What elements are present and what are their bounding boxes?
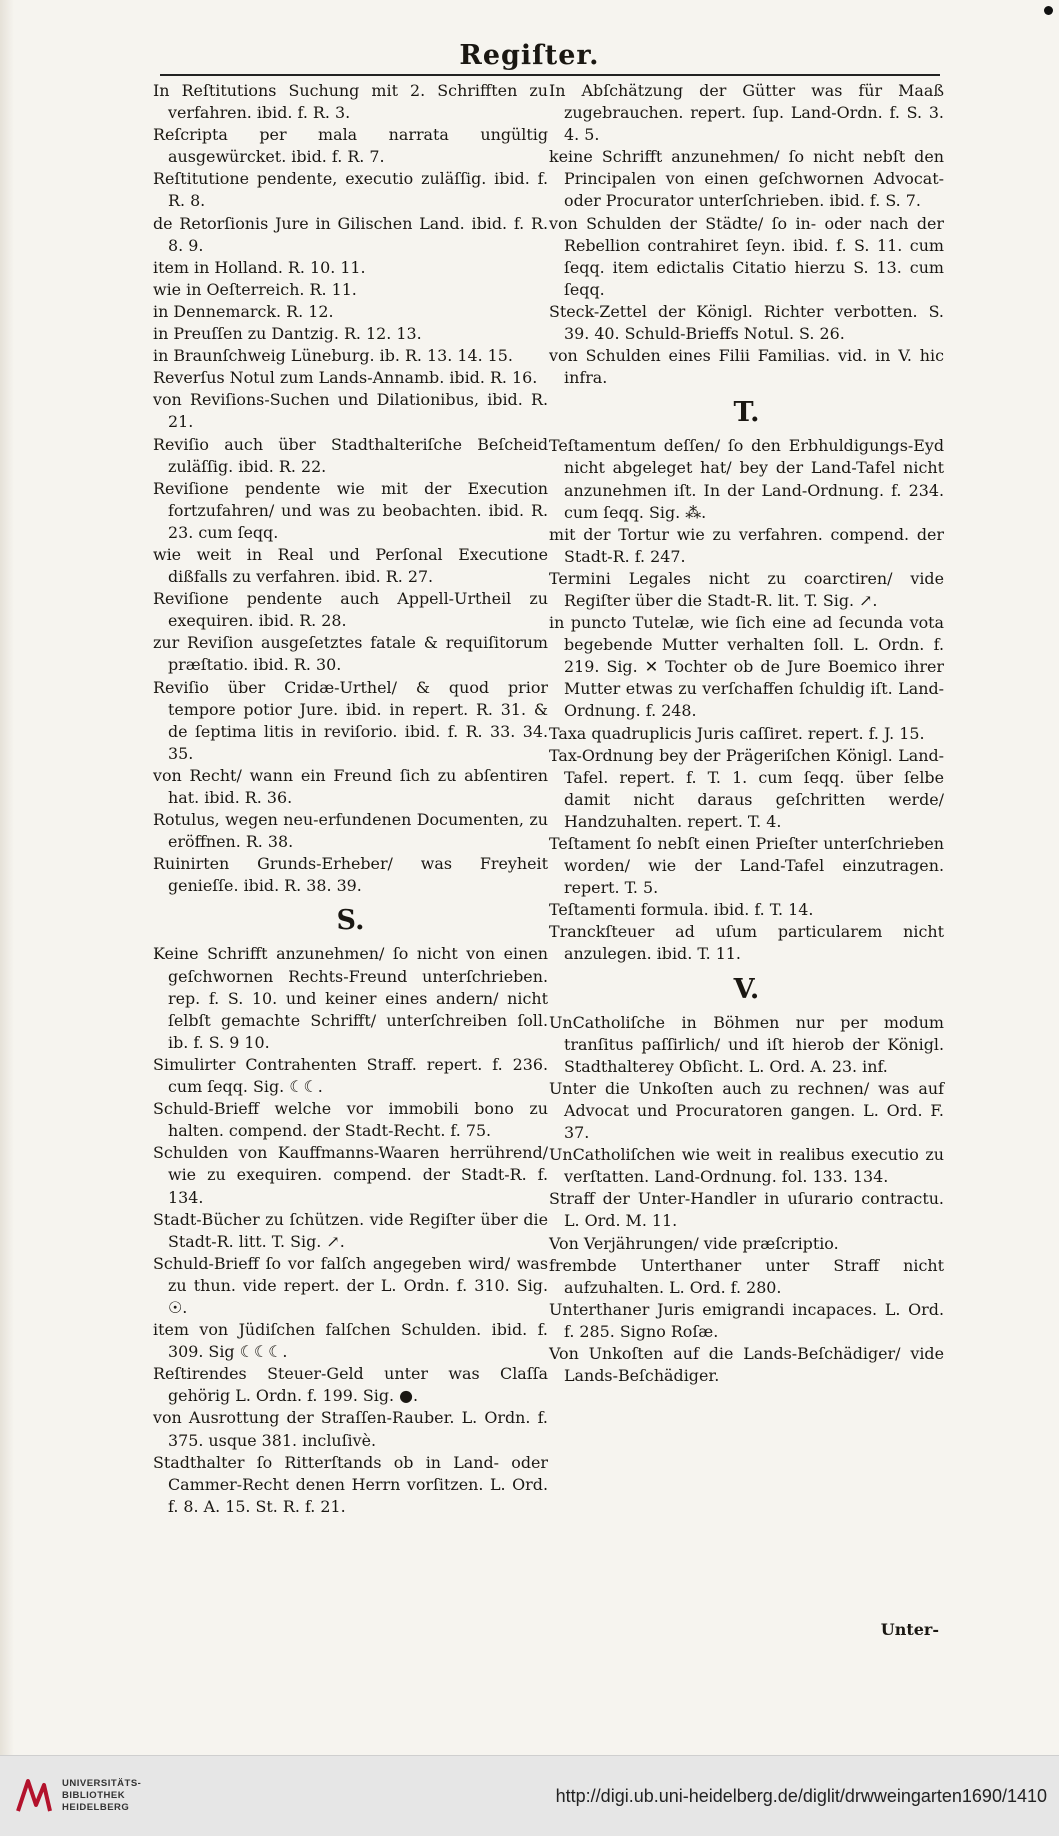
index-entry: Reviſione pendente auch Appell-Urtheil zu exequiren. ibid. R. 28. <box>153 589 548 631</box>
logo-line: HEIDELBERG <box>62 1802 130 1813</box>
index-entry: Reverſus Notul zum Lands-Annamb. ibid. R. 16. <box>153 368 538 388</box>
index-entry: von Schulden der Städte/ ſo in- oder nach der Rebellion contrahiret ſeyn. ibid. f. S. 11. cum ſeqq. item edictalis Citatio hierzu S. 13. cum ſeqq. <box>549 213 944 299</box>
index-entry: In Reſtitutions Suchung mit 2. Schrifften zu verfahren. ibid. f. R. 3. <box>153 81 548 123</box>
index-entry: zur Reviſion ausgeſetztes fatale & requiſitorum præſtatio. ibid. R. 30. <box>153 633 548 675</box>
index-entry: von Schulden eines Filii Familias. vid. in V. hic infra. <box>549 346 944 388</box>
index-entry: Unter die Unkoſten auch zu rechnen/ was auf Advocat und Procuratoren gangen. L. Ord. F. 37. <box>549 1078 944 1143</box>
index-entry: in Preuſſen zu Dantzig. R. 12. 13. <box>153 324 422 344</box>
index-entry: item in Holland. R. 10. 11. <box>153 257 366 277</box>
index-entry: Schulden von Kauffmanns-Waaren herrührend/ wie zu exequiren. compend. der Stadt-R. f. 134. <box>153 1143 548 1207</box>
index-entry: Unterthaner Juris emigrandi incapaces. L. Ord. f. 285. Signo Roſæ. <box>549 1299 944 1341</box>
index-entry: in puncto Tutelæ, wie ſich eine ad ſecunda vota begebende Mutter verhalten ſoll. L. Ordn. f. 219. Sig. ✕ Tochter ob de Jure Boemico ihrer Mutter etwas zu verſchaffen ſchuldig iſt. Land-Ordnung. f. 248. <box>549 613 944 721</box>
section-letter-t: T. <box>733 397 760 429</box>
index-entry: mit der Tortur wie zu verfahren. compend. der Stadt-R. f. 247. <box>549 524 944 566</box>
index-entry: Schuld-Brieff welche vor immobili bono zu halten. compend. der Stadt-Recht. f. 75. <box>153 1099 548 1141</box>
index-entry: Teſtamenti formula. ibid. f. T. 14. <box>549 900 814 920</box>
source-url[interactable]: http://digi.ub.uni-heidelberg.de/diglit/drwweingarten1690/1410 <box>555 1786 1047 1806</box>
index-entry: von Recht/ wann ein Freund ſich zu abſentiren hat. ibid. R. 36. <box>153 765 548 807</box>
header-rule <box>160 74 940 76</box>
index-entry: UnCatholiſche in Böhmen nur per modum tranſitus paſſirlich/ und iſt hierob der Königl. Stadthalterey Obſicht. L. Ord. A. 23. inf. <box>549 1012 944 1076</box>
index-entry: Ruinirten Grunds-Erheber/ was Freyheit genieſſe. ibid. R. 38. 39. <box>153 854 548 896</box>
page-title: Regiſter. <box>459 40 600 71</box>
index-entry: Reſcripta per mala narrata ungültig ausgewürcket. ibid. f. R. 7. <box>153 125 548 167</box>
section-letter-v: V. <box>733 973 760 1005</box>
index-entry: Von Verjährungen/ vide præſcriptio. <box>549 1233 839 1253</box>
logo-line: BIBLIOTHEK <box>62 1790 126 1801</box>
index-entry: Stadthalter ſo Ritterſtands ob in Land- oder Cammer-Recht denen Herrn vorſitzen. L. Ord. f. 8. A. 15. St. R. f. 21. <box>153 1452 548 1516</box>
page-edge-shadow <box>0 0 14 1755</box>
index-entry: von Reviſions-Suchen und Dilationibus, ibid. R. 21. <box>153 390 548 432</box>
index-entry: Schuld-Brieff ſo vor falſch angegeben wird/ was zu thun. vide repert. der L. Ordn. f. 310. Sig. ☉. <box>153 1253 548 1317</box>
right-column <box>549 80 944 1387</box>
index-entry: Reviſio auch über Stadthalteriſche Beſcheid zuläſſig. ibid. R. 22. <box>153 434 548 476</box>
index-entry: UnCatholiſchen wie weit in realibus executio zu verſtatten. Land-Ordnung. fol. 133. 134. <box>549 1145 944 1187</box>
library-logo-text <box>62 1778 141 1814</box>
index-entry: wie in Oeſterreich. R. 11. <box>153 279 357 299</box>
index-entry: Reviſio über Cridæ-Urthel/ & quod prior tempore potior Jure. ibid. in repert. R. 31. & de ſeptima litis in reviſorio. ibid. f. R. 33. 34. 35. <box>153 677 548 763</box>
index-entry: Teſtament ſo nebſt einen Prieſter unterſchrieben worden/ wie der Land-Tafel einzutragen. repert. T. 5. <box>549 834 944 898</box>
index-entry: Reviſione pendente wie mit der Execution fortzufahren/ und was zu beobachten. ibid. R. 23. cum ſeqq. <box>153 478 548 542</box>
right-entries-v <box>549 1012 944 1388</box>
section-letter-s: S. <box>336 905 365 937</box>
index-entry: Straff der Unter-Handler in uſurario contractu. L. Ord. M. 11. <box>549 1189 944 1231</box>
index-entry: In Abſchätzung der Gütter was für Maaß zugebrauchen. repert. ſup. Land-Ordn. f. S. 3. 4. 5. <box>549 81 944 145</box>
index-entry: Steck-Zettel der Königl. Richter verbotten. S. 39. 40. Schuld-Brieffs Notul. S. 26. <box>549 301 944 344</box>
index-entry: Von Unkoſten auf die Lands-Beſchädiger/ vide Lands-Beſchädiger. <box>549 1343 944 1386</box>
index-entry: Rotulus, wegen neu-erfundenen Documenten, zu eröffnen. R. 38. <box>153 810 548 852</box>
index-entry: item von Jüdiſchen falſchen Schulden. ibid. f. 309. Sig ☾☾☾. <box>153 1320 548 1362</box>
index-entry: wie weit in Real und Perſonal Executione dißfalls zu verfahren. ibid. R. 27. <box>153 544 548 587</box>
index-entry: in Braunſchweig Lüneburg. ib. R. 13. 14. 15. <box>153 346 513 366</box>
logo-line: UNIVERSITÄTS- <box>62 1778 142 1789</box>
catchword: Unter- <box>880 1620 939 1639</box>
index-entry: Keine Schrifft anzunehmen/ ſo nicht von einen geſchwornen Rechts-Freund unterſchrieben. rep. f. S. 10. und keiner eines andern/ nicht ſelbſt gemachte Schrifft/ unterſchreiben ſoll. ib. f. S. 9 10. <box>153 944 548 1052</box>
corner-dot <box>1044 6 1053 15</box>
right-entries-t <box>549 435 944 965</box>
index-entry: Tax-Ordnung bey der Prägeriſchen Königl. Land-Tafel. repert. f. T. 1. cum ſeqq. über ſelbe damit nicht daraus geſchritten werde/ Handzuhalten. repert. T. 4. <box>549 745 944 831</box>
index-entry: Reſtitutione pendente, executio zuläſſig. ibid. f. R. 8. <box>153 169 548 211</box>
index-entry: Taxa quadruplicis Juris caſſiret. repert. f. J. 15. <box>549 723 925 743</box>
index-entry: Simulirter Contrahenten Straff. repert. f. 236. cum ſeqq. Sig. ☾☾. <box>153 1054 548 1097</box>
left-entries-r <box>153 80 548 897</box>
index-entry: in Dennemarck. R. 12. <box>153 301 334 321</box>
index-entry: keine Schrifft anzunehmen/ ſo nicht nebſt den Principalen von einen geſchwornen Advocat- oder Procurator unterſchrieben. ibid. f. S. 7. <box>549 147 944 211</box>
index-entry: Reſtirendes Steuer-Geld unter was Claſſa gehörig L. Ordn. f. 199. Sig. ●. <box>153 1364 548 1406</box>
library-logo-icon <box>14 1775 54 1815</box>
index-entry: Termini Legales nicht zu coarctiren/ vide Regiſter über die Stadt-R. lit. T. Sig. ↗. <box>549 568 944 610</box>
index-entry: de Retorſionis Jure in Gilischen Land. ibid. f. R. 8. 9. <box>153 213 548 255</box>
left-column <box>153 80 548 1518</box>
index-entry: Stadt-Bücher zu ſchützen. vide Regiſter über die Stadt-R. litt. T. Sig. ↗. <box>153 1209 548 1251</box>
index-entry: Tranckſteuer ad uſum particularem nicht anzulegen. ibid. T. 11. <box>549 922 944 964</box>
left-entries-s <box>153 943 548 1517</box>
right-entries-s <box>549 80 944 389</box>
index-entry: von Ausrottung der Straſſen-Rauber. L. Ordn. f. 375. usque 381. incluſivè. <box>153 1408 548 1450</box>
index-entry: frembde Unterthaner unter Straff nicht aufzuhalten. L. Ord. f. 280. <box>549 1255 944 1297</box>
index-entry: Teſtamentum deſſen/ ſo den Erbhuldigungs-Eyd nicht abgeleget hat/ bey der Land-Tafel nicht anzunehmen iſt. In der Land-Ordnung. f. 234. cum ſeqq. Sig. ⁂. <box>549 436 944 522</box>
library-footer <box>0 1755 1059 1836</box>
